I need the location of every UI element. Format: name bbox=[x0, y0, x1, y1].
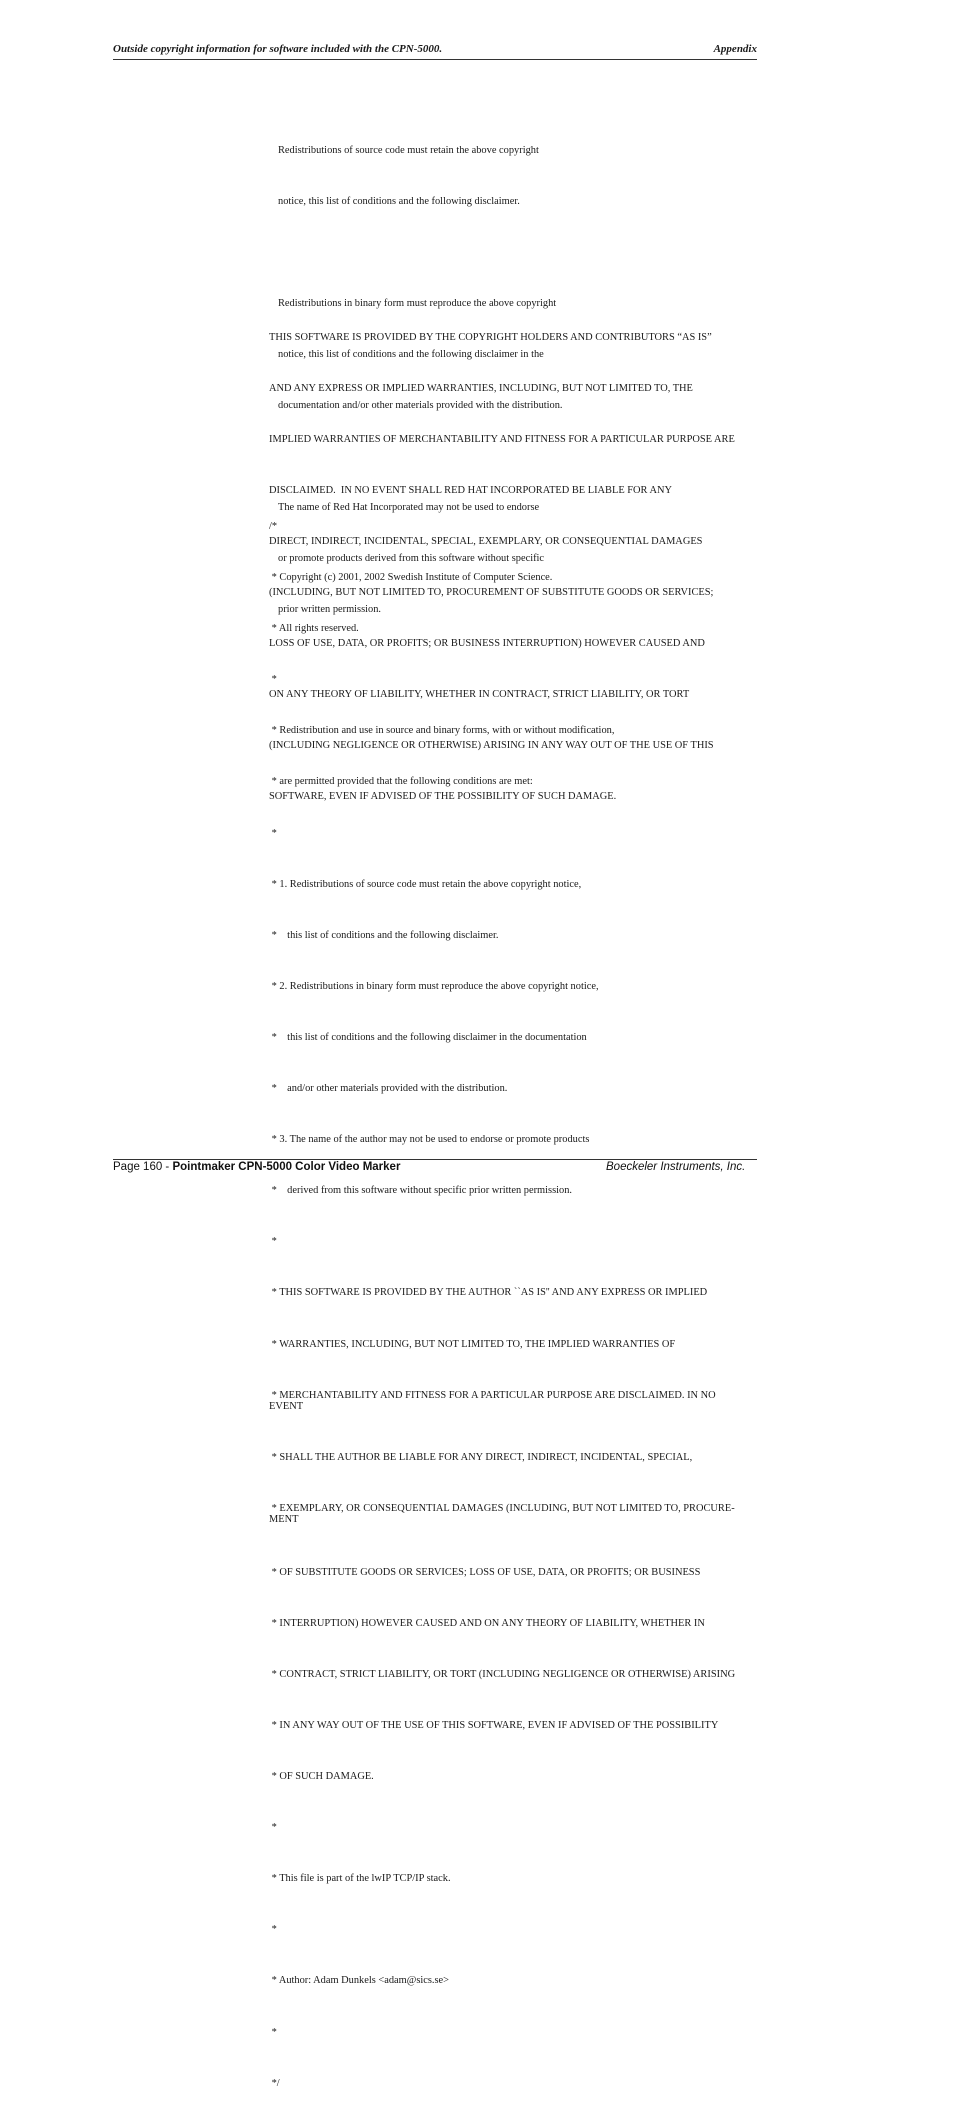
code-line: * derived from this software without specific prior written permission. bbox=[269, 1185, 572, 1197]
footer-page-info bbox=[113, 1161, 400, 1173]
blank-line bbox=[278, 244, 563, 261]
text-line: DISCLAIMED. IN NO EVENT SHALL RED HAT INCORPORATED BE LIABLE FOR ANY bbox=[269, 485, 673, 496]
code-line: * IN ANY WAY OUT OF THE USE OF THIS SOFTWARE, EVEN IF ADVISED OF THE POSSIBILITY bbox=[269, 1719, 719, 1731]
text-line: LOSS OF USE, DATA, OR PROFITS; OR BUSINESS INTERRUPTION) HOWEVER CAUSED AND bbox=[269, 638, 705, 649]
code-line: */ bbox=[269, 2077, 280, 2089]
header-title: Outside copyright information for software included with the CPN-5000. bbox=[113, 43, 443, 55]
page-header bbox=[113, 43, 757, 60]
code-line: * this list of conditions and the following disclaimer in the documentation bbox=[269, 1031, 587, 1043]
text-line: THIS SOFTWARE IS PROVIDED BY THE COPYRIGHT HOLDERS AND CONTRIBUTORS “AS IS” bbox=[269, 332, 712, 343]
code-line: * This file is part of the lwIP TCP/IP stack. bbox=[269, 1873, 451, 1885]
code-line: * THIS SOFTWARE IS PROVIDED BY THE AUTHOR ``AS IS'' AND ANY EXPRESS OR IMPLIED bbox=[269, 1287, 708, 1299]
text-line: documentation and/or other materials provided with the distribution. bbox=[278, 400, 563, 411]
code-line: * Author: Adam Dunkels <adam@sics.se> bbox=[269, 1975, 450, 1987]
code-line-wrapped: * MERCHANTABILITY AND FITNESS FOR A PARTICULAR PURPOSE ARE DISCLAIMED. IN NO EVENT bbox=[269, 1389, 716, 1412]
text-line: notice, this list of conditions and the following disclaimer in the bbox=[278, 349, 544, 360]
text-line: IMPLIED WARRANTIES OF MERCHANTABILITY AND FITNESS FOR A PARTICULAR PURPOSE ARE bbox=[269, 434, 735, 445]
code-line: * bbox=[269, 1822, 277, 1834]
header-section: Appendix bbox=[713, 43, 757, 55]
code-line: * 3. The name of the author may not be used to endorse or promote products bbox=[269, 1134, 590, 1146]
code-line: * bbox=[269, 674, 277, 686]
code-line: * bbox=[269, 827, 277, 839]
text-line: or promote products derived from this software without specific bbox=[278, 553, 545, 564]
text-line: Redistributions of source code must retain the above copyright bbox=[278, 145, 539, 156]
code-line: * All rights reserved. bbox=[269, 623, 359, 635]
code-line: * OF SUBSTITUTE GOODS OR SERVICES; LOSS OF USE, DATA, OR PROFITS; OR BUSINESS bbox=[269, 1566, 701, 1578]
code-line: * Redistribution and use in source and binary forms, with or without modification, bbox=[269, 725, 615, 737]
code-line: * bbox=[269, 1924, 277, 1936]
code-line: * 2. Redistributions in binary form must reproduce the above copyright notice, bbox=[269, 980, 599, 992]
text-line: AND ANY EXPRESS OR IMPLIED WARRANTIES, INCLUDING, BUT NOT LIMITED TO, THE bbox=[269, 383, 693, 394]
lwip-license bbox=[269, 484, 735, 2109]
text-line: ON ANY THEORY OF LIABILITY, WHETHER IN CONTRACT, STRICT LIABILITY, OR TORT bbox=[269, 689, 690, 700]
text-line: (INCLUDING, BUT NOT LIMITED TO, PROCUREMENT OF SUBSTITUTE GOODS OR SERVICES; bbox=[269, 587, 714, 598]
code-line: * this list of conditions and the following disclaimer. bbox=[269, 929, 499, 941]
code-line: * are permitted provided that the following conditions are met: bbox=[269, 776, 533, 788]
code-line: * bbox=[269, 2026, 277, 2038]
code-line: * WARRANTIES, INCLUDING, BUT NOT LIMITED TO, THE IMPLIED WARRANTIES OF bbox=[269, 1338, 676, 1350]
code-line: * 1. Redistributions of source code must retain the above copyright notice, bbox=[269, 878, 582, 890]
code-line: * OF SUCH DAMAGE. bbox=[269, 1771, 374, 1783]
product-name: Pointmaker CPN-5000 Color Video Marker bbox=[172, 1161, 401, 1173]
code-line-wrapped: * EXEMPLARY, OR CONSEQUENTIAL DAMAGES (INCLUDING, BUT NOT LIMITED TO, PROCURE- MENT bbox=[269, 1502, 735, 1525]
code-line: * Copyright (c) 2001, 2002 Swedish Institute of Computer Science. bbox=[269, 572, 553, 584]
text-line: prior written permission. bbox=[278, 604, 382, 615]
text-line: notice, this list of conditions and the following disclaimer. bbox=[278, 196, 520, 207]
text-line: Redistributions in binary form must reproduce the above copyright bbox=[278, 298, 557, 309]
code-line: * bbox=[269, 1236, 277, 1248]
text-line: The name of Red Hat Incorporated may not be used to endorse bbox=[278, 502, 540, 513]
code-line: * CONTRACT, STRICT LIABILITY, OR TORT (INCLUDING NEGLIGENCE OR OTHERWISE) ARISING bbox=[269, 1668, 736, 1680]
page-number: Page 160 - bbox=[113, 1161, 173, 1173]
code-line: /* bbox=[269, 521, 278, 532]
footer-company: Boeckeler Instruments, Inc. bbox=[606, 1161, 746, 1173]
text-line: DIRECT, INDIRECT, INCIDENTAL, SPECIAL, EXEMPLARY, OR CONSEQUENTIAL DAMAGES bbox=[269, 536, 703, 547]
code-line: * INTERRUPTION) HOWEVER CAUSED AND ON ANY THEORY OF LIABILITY, WHETHER IN bbox=[269, 1617, 705, 1629]
code-line: * and/or other materials provided with the distribution. bbox=[269, 1083, 508, 1095]
code-line: * SHALL THE AUTHOR BE LIABLE FOR ANY DIRECT, INDIRECT, INCIDENTAL, SPECIAL, bbox=[269, 1451, 693, 1463]
text-line: SOFTWARE, EVEN IF ADVISED OF THE POSSIBILITY OF SUCH DAMAGE. bbox=[269, 791, 617, 802]
text-line: (INCLUDING NEGLIGENCE OR OTHERWISE) ARISING IN ANY WAY OUT OF THE USE OF THIS bbox=[269, 740, 714, 751]
